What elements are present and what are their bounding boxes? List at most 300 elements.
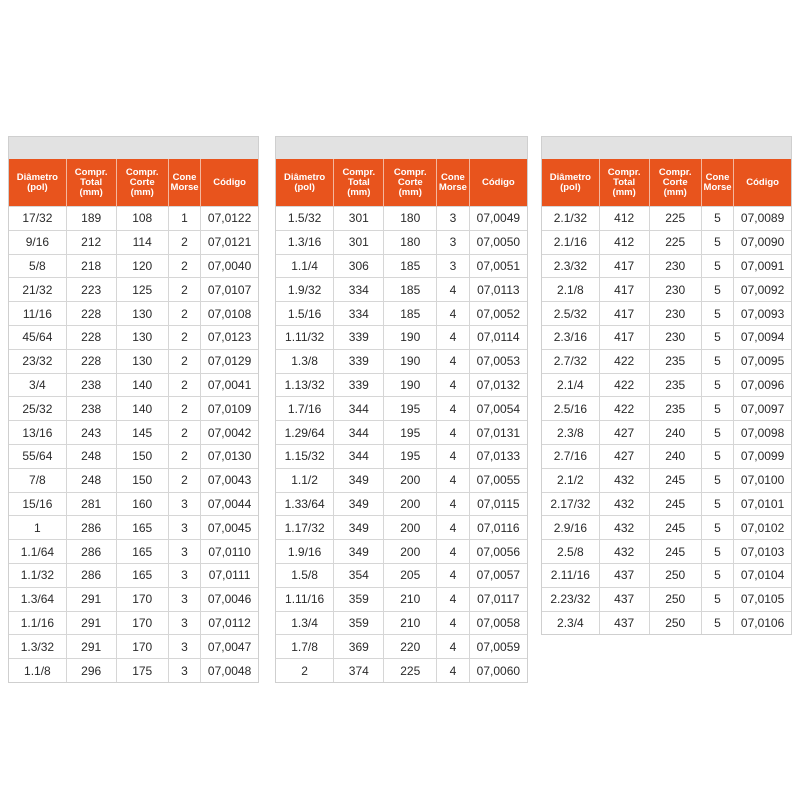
total-length-cell: 359 (334, 611, 384, 635)
code-cell: 07,0042 (201, 421, 258, 445)
table-top-bar (276, 137, 527, 159)
diameter-cell: 1.1/32 (9, 563, 66, 587)
cut-length-cell: 250 (649, 611, 701, 634)
diameter-cell: 1.3/8 (276, 349, 334, 373)
code-cell: 07,0108 (201, 302, 258, 326)
table-row (276, 540, 527, 564)
cut-length-cell: 190 (384, 373, 437, 397)
header-total-length: Compr. Total (mm) (66, 159, 116, 207)
table-row (542, 516, 791, 540)
code-cell: 07,0057 (469, 563, 527, 587)
morse-cone-cell: 5 (701, 207, 733, 231)
header-morse-cone: Cone Morse (168, 159, 200, 207)
code-cell: 07,0110 (201, 540, 258, 564)
cut-length-cell: 170 (116, 635, 168, 659)
cut-length-cell: 200 (384, 492, 437, 516)
code-cell: 07,0052 (469, 302, 527, 326)
table-row (276, 587, 527, 611)
total-length-cell: 228 (66, 349, 116, 373)
cut-length-cell: 180 (384, 207, 437, 231)
diameter-cell: 1.11/16 (276, 587, 334, 611)
cut-length-cell: 150 (116, 444, 168, 468)
code-cell: 07,0058 (469, 611, 527, 635)
table-row (542, 230, 791, 254)
header-diameter: Diâmetro (pol) (542, 159, 599, 207)
cut-length-cell: 130 (116, 302, 168, 326)
diameter-cell: 1.1/8 (9, 659, 66, 682)
cut-length-cell: 240 (649, 421, 701, 445)
diameter-cell: 1.3/4 (276, 611, 334, 635)
table-row (276, 421, 527, 445)
table-row (9, 587, 258, 611)
morse-cone-cell: 5 (701, 516, 733, 540)
morse-cone-cell: 2 (168, 444, 200, 468)
total-length-cell: 238 (66, 373, 116, 397)
total-length-cell: 248 (66, 468, 116, 492)
cut-length-cell: 225 (384, 659, 437, 682)
diameter-cell: 1.11/32 (276, 325, 334, 349)
table-row (9, 444, 258, 468)
table-row (276, 516, 527, 540)
table-row (542, 325, 791, 349)
morse-cone-cell: 2 (168, 349, 200, 373)
morse-cone-cell: 2 (168, 230, 200, 254)
cut-length-cell: 225 (649, 230, 701, 254)
morse-cone-cell: 3 (168, 659, 200, 682)
cut-length-cell: 160 (116, 492, 168, 516)
diameter-cell: 2.1/8 (542, 278, 599, 302)
morse-cone-cell: 3 (168, 563, 200, 587)
table-body (276, 207, 527, 682)
code-cell: 07,0099 (734, 444, 791, 468)
cut-length-cell: 165 (116, 563, 168, 587)
cut-length-cell: 170 (116, 611, 168, 635)
morse-cone-cell: 5 (701, 468, 733, 492)
total-length-cell: 417 (599, 278, 649, 302)
table-row (276, 230, 527, 254)
cut-length-cell: 200 (384, 468, 437, 492)
total-length-cell: 291 (66, 611, 116, 635)
diameter-cell: 1.3/16 (276, 230, 334, 254)
total-length-cell: 437 (599, 611, 649, 634)
table-row (9, 373, 258, 397)
total-length-cell: 432 (599, 492, 649, 516)
table-row (276, 444, 527, 468)
header-total-length: Compr. Total (mm) (599, 159, 649, 207)
morse-cone-cell: 2 (168, 278, 200, 302)
cut-length-cell: 195 (384, 444, 437, 468)
table-row (9, 659, 258, 682)
total-length-cell: 286 (66, 516, 116, 540)
morse-cone-cell: 1 (168, 207, 200, 231)
morse-cone-cell: 4 (437, 611, 470, 635)
morse-cone-cell: 4 (437, 492, 470, 516)
code-cell: 07,0059 (469, 635, 527, 659)
total-length-cell: 427 (599, 444, 649, 468)
morse-cone-cell: 2 (168, 421, 200, 445)
diameter-cell: 1.5/16 (276, 302, 334, 326)
total-length-cell: 189 (66, 207, 116, 231)
morse-cone-cell: 3 (168, 611, 200, 635)
cut-length-cell: 190 (384, 349, 437, 373)
table-row (542, 349, 791, 373)
table-row (542, 302, 791, 326)
total-length-cell: 344 (334, 397, 384, 421)
total-length-cell: 427 (599, 421, 649, 445)
diameter-cell: 9/16 (9, 230, 66, 254)
total-length-cell: 306 (334, 254, 384, 278)
diameter-cell: 17/32 (9, 207, 66, 231)
morse-cone-cell: 5 (701, 563, 733, 587)
code-cell: 07,0130 (201, 444, 258, 468)
total-length-cell: 422 (599, 349, 649, 373)
cut-length-cell: 185 (384, 254, 437, 278)
total-length-cell: 339 (334, 325, 384, 349)
table-row (276, 207, 527, 231)
cut-length-cell: 130 (116, 325, 168, 349)
table-row (542, 444, 791, 468)
code-cell: 07,0090 (734, 230, 791, 254)
morse-cone-cell: 4 (437, 468, 470, 492)
header-morse-cone: Cone Morse (437, 159, 470, 207)
morse-cone-cell: 4 (437, 444, 470, 468)
total-length-cell: 212 (66, 230, 116, 254)
morse-cone-cell: 4 (437, 278, 470, 302)
code-cell: 07,0116 (469, 516, 527, 540)
total-length-cell: 286 (66, 563, 116, 587)
diameter-cell: 1.33/64 (276, 492, 334, 516)
cut-length-cell: 225 (649, 207, 701, 231)
total-length-cell: 422 (599, 373, 649, 397)
morse-cone-cell: 2 (168, 254, 200, 278)
diameter-cell: 25/32 (9, 397, 66, 421)
code-cell: 07,0122 (201, 207, 258, 231)
diameter-cell: 13/16 (9, 421, 66, 445)
spec-table-2 (275, 136, 528, 683)
diameter-cell: 2.1/2 (542, 468, 599, 492)
code-cell: 07,0054 (469, 397, 527, 421)
diameter-cell: 1.17/32 (276, 516, 334, 540)
total-length-cell: 437 (599, 563, 649, 587)
total-length-cell: 334 (334, 302, 384, 326)
table-row (542, 563, 791, 587)
code-cell: 07,0123 (201, 325, 258, 349)
table-row (9, 468, 258, 492)
table-grid (542, 159, 791, 634)
table-row (542, 207, 791, 231)
header-morse-cone: Cone Morse (701, 159, 733, 207)
table-row (276, 302, 527, 326)
morse-cone-cell: 4 (437, 373, 470, 397)
total-length-cell: 349 (334, 468, 384, 492)
code-cell: 07,0097 (734, 397, 791, 421)
code-cell: 07,0041 (201, 373, 258, 397)
code-cell: 07,0044 (201, 492, 258, 516)
table-row (9, 230, 258, 254)
header-code: Código (469, 159, 527, 207)
diameter-cell: 2.1/16 (542, 230, 599, 254)
diameter-cell: 2.17/32 (542, 492, 599, 516)
total-length-cell: 432 (599, 516, 649, 540)
cut-length-cell: 185 (384, 278, 437, 302)
morse-cone-cell: 4 (437, 325, 470, 349)
table-row (9, 278, 258, 302)
code-cell: 07,0051 (469, 254, 527, 278)
header-total-length: Compr. Total (mm) (334, 159, 384, 207)
code-cell: 07,0095 (734, 349, 791, 373)
morse-cone-cell: 5 (701, 349, 733, 373)
morse-cone-cell: 2 (168, 397, 200, 421)
table-row (9, 302, 258, 326)
total-length-cell: 417 (599, 325, 649, 349)
cut-length-cell: 195 (384, 397, 437, 421)
cut-length-cell: 245 (649, 540, 701, 564)
morse-cone-cell: 5 (701, 230, 733, 254)
morse-cone-cell: 2 (168, 468, 200, 492)
morse-cone-cell: 3 (168, 587, 200, 611)
table-row (276, 635, 527, 659)
cut-length-cell: 175 (116, 659, 168, 682)
diameter-cell: 1.9/32 (276, 278, 334, 302)
morse-cone-cell: 5 (701, 254, 733, 278)
table-row (542, 540, 791, 564)
diameter-cell: 7/8 (9, 468, 66, 492)
morse-cone-cell: 5 (701, 278, 733, 302)
code-cell: 07,0114 (469, 325, 527, 349)
cut-length-cell: 245 (649, 492, 701, 516)
total-length-cell: 344 (334, 444, 384, 468)
diameter-cell: 2.7/16 (542, 444, 599, 468)
cut-length-cell: 220 (384, 635, 437, 659)
diameter-cell: 1.3/64 (9, 587, 66, 611)
total-length-cell: 349 (334, 540, 384, 564)
cut-length-cell: 165 (116, 516, 168, 540)
cut-length-cell: 230 (649, 254, 701, 278)
morse-cone-cell: 5 (701, 302, 733, 326)
table-row (276, 254, 527, 278)
cut-length-cell: 210 (384, 611, 437, 635)
header-diameter: Diâmetro (pol) (276, 159, 334, 207)
code-cell: 07,0111 (201, 563, 258, 587)
total-length-cell: 369 (334, 635, 384, 659)
diameter-cell: 1.9/16 (276, 540, 334, 564)
total-length-cell: 354 (334, 563, 384, 587)
morse-cone-cell: 4 (437, 516, 470, 540)
code-cell: 07,0132 (469, 373, 527, 397)
total-length-cell: 412 (599, 207, 649, 231)
morse-cone-cell: 5 (701, 444, 733, 468)
table-row (9, 540, 258, 564)
cut-length-cell: 150 (116, 468, 168, 492)
cut-length-cell: 140 (116, 373, 168, 397)
diameter-cell: 2.5/32 (542, 302, 599, 326)
code-cell: 07,0107 (201, 278, 258, 302)
diameter-cell: 1.29/64 (276, 421, 334, 445)
table-row (276, 659, 527, 682)
diameter-cell: 23/32 (9, 349, 66, 373)
table-row (542, 278, 791, 302)
code-cell: 07,0092 (734, 278, 791, 302)
total-length-cell: 296 (66, 659, 116, 682)
header-cut-length: Compr. Corte (mm) (384, 159, 437, 207)
diameter-cell: 3/4 (9, 373, 66, 397)
total-length-cell: 349 (334, 516, 384, 540)
morse-cone-cell: 5 (701, 540, 733, 564)
cut-length-cell: 185 (384, 302, 437, 326)
total-length-cell: 238 (66, 397, 116, 421)
total-length-cell: 228 (66, 325, 116, 349)
total-length-cell: 339 (334, 373, 384, 397)
table-row (9, 207, 258, 231)
code-cell: 07,0047 (201, 635, 258, 659)
table-row (9, 492, 258, 516)
code-cell: 07,0056 (469, 540, 527, 564)
diameter-cell: 45/64 (9, 325, 66, 349)
morse-cone-cell: 4 (437, 349, 470, 373)
code-cell: 07,0113 (469, 278, 527, 302)
cut-length-cell: 140 (116, 397, 168, 421)
morse-cone-cell: 2 (168, 325, 200, 349)
diameter-cell: 55/64 (9, 444, 66, 468)
table-row (276, 349, 527, 373)
cut-length-cell: 125 (116, 278, 168, 302)
total-length-cell: 374 (334, 659, 384, 682)
table-row (276, 563, 527, 587)
diameter-cell: 1.13/32 (276, 373, 334, 397)
table-row (542, 397, 791, 421)
diameter-cell: 2.3/32 (542, 254, 599, 278)
table-body (9, 207, 258, 682)
code-cell: 07,0091 (734, 254, 791, 278)
total-length-cell: 339 (334, 349, 384, 373)
table-row (542, 468, 791, 492)
total-length-cell: 432 (599, 468, 649, 492)
cut-length-cell: 240 (649, 444, 701, 468)
morse-cone-cell: 5 (701, 421, 733, 445)
table-row (542, 373, 791, 397)
code-cell: 07,0104 (734, 563, 791, 587)
total-length-cell: 349 (334, 492, 384, 516)
cut-length-cell: 245 (649, 468, 701, 492)
diameter-cell: 1.7/16 (276, 397, 334, 421)
total-length-cell: 301 (334, 230, 384, 254)
diameter-cell: 2.1/32 (542, 207, 599, 231)
code-cell: 07,0105 (734, 587, 791, 611)
diameter-cell: 2.11/16 (542, 563, 599, 587)
morse-cone-cell: 3 (437, 230, 470, 254)
morse-cone-cell: 2 (168, 302, 200, 326)
cut-length-cell: 235 (649, 373, 701, 397)
diameter-cell: 2.5/8 (542, 540, 599, 564)
cut-length-cell: 114 (116, 230, 168, 254)
morse-cone-cell: 5 (701, 397, 733, 421)
code-cell: 07,0053 (469, 349, 527, 373)
diameter-cell: 1.1/2 (276, 468, 334, 492)
table-row (276, 397, 527, 421)
diameter-cell: 2.5/16 (542, 397, 599, 421)
total-length-cell: 291 (66, 635, 116, 659)
total-length-cell: 248 (66, 444, 116, 468)
total-length-cell: 412 (599, 230, 649, 254)
code-cell: 07,0045 (201, 516, 258, 540)
table-row (9, 325, 258, 349)
table-row (542, 254, 791, 278)
morse-cone-cell: 3 (437, 207, 470, 231)
table-row (542, 587, 791, 611)
code-cell: 07,0040 (201, 254, 258, 278)
morse-cone-cell: 5 (701, 587, 733, 611)
morse-cone-cell: 4 (437, 659, 470, 682)
table-row (9, 421, 258, 445)
diameter-cell: 1.1/64 (9, 540, 66, 564)
morse-cone-cell: 5 (701, 611, 733, 634)
diameter-cell: 21/32 (9, 278, 66, 302)
table-grid (276, 159, 527, 682)
code-cell: 07,0101 (734, 492, 791, 516)
code-cell: 07,0106 (734, 611, 791, 634)
table-row (9, 635, 258, 659)
cut-length-cell: 250 (649, 587, 701, 611)
cut-length-cell: 250 (649, 563, 701, 587)
header-cut-length: Compr. Corte (mm) (649, 159, 701, 207)
morse-cone-cell: 4 (437, 302, 470, 326)
morse-cone-cell: 3 (168, 540, 200, 564)
diameter-cell: 1.5/8 (276, 563, 334, 587)
total-length-cell: 218 (66, 254, 116, 278)
cut-length-cell: 200 (384, 516, 437, 540)
code-cell: 07,0050 (469, 230, 527, 254)
cut-length-cell: 180 (384, 230, 437, 254)
header-row (276, 159, 527, 207)
morse-cone-cell: 4 (437, 540, 470, 564)
table-row (9, 563, 258, 587)
table-row (542, 421, 791, 445)
header-row (9, 159, 258, 207)
morse-cone-cell: 3 (437, 254, 470, 278)
morse-cone-cell: 3 (168, 492, 200, 516)
cut-length-cell: 130 (116, 349, 168, 373)
diameter-cell: 1.7/8 (276, 635, 334, 659)
diameter-cell: 11/16 (9, 302, 66, 326)
code-cell: 07,0089 (734, 207, 791, 231)
total-length-cell: 417 (599, 302, 649, 326)
table-row (9, 254, 258, 278)
diameter-cell: 2.3/8 (542, 421, 599, 445)
cut-length-cell: 165 (116, 540, 168, 564)
table-row (276, 468, 527, 492)
diameter-cell: 2.1/4 (542, 373, 599, 397)
cut-length-cell: 195 (384, 421, 437, 445)
cut-length-cell: 230 (649, 278, 701, 302)
total-length-cell: 417 (599, 254, 649, 278)
morse-cone-cell: 4 (437, 397, 470, 421)
table-row (9, 611, 258, 635)
code-cell: 07,0131 (469, 421, 527, 445)
cut-length-cell: 205 (384, 563, 437, 587)
table-row (9, 516, 258, 540)
code-cell: 07,0098 (734, 421, 791, 445)
morse-cone-cell: 4 (437, 635, 470, 659)
code-cell: 07,0100 (734, 468, 791, 492)
code-cell: 07,0048 (201, 659, 258, 682)
diameter-cell: 1.15/32 (276, 444, 334, 468)
code-cell: 07,0046 (201, 587, 258, 611)
morse-cone-cell: 5 (701, 492, 733, 516)
table-row (9, 397, 258, 421)
code-cell: 07,0117 (469, 587, 527, 611)
cut-length-cell: 170 (116, 587, 168, 611)
table-row (276, 492, 527, 516)
